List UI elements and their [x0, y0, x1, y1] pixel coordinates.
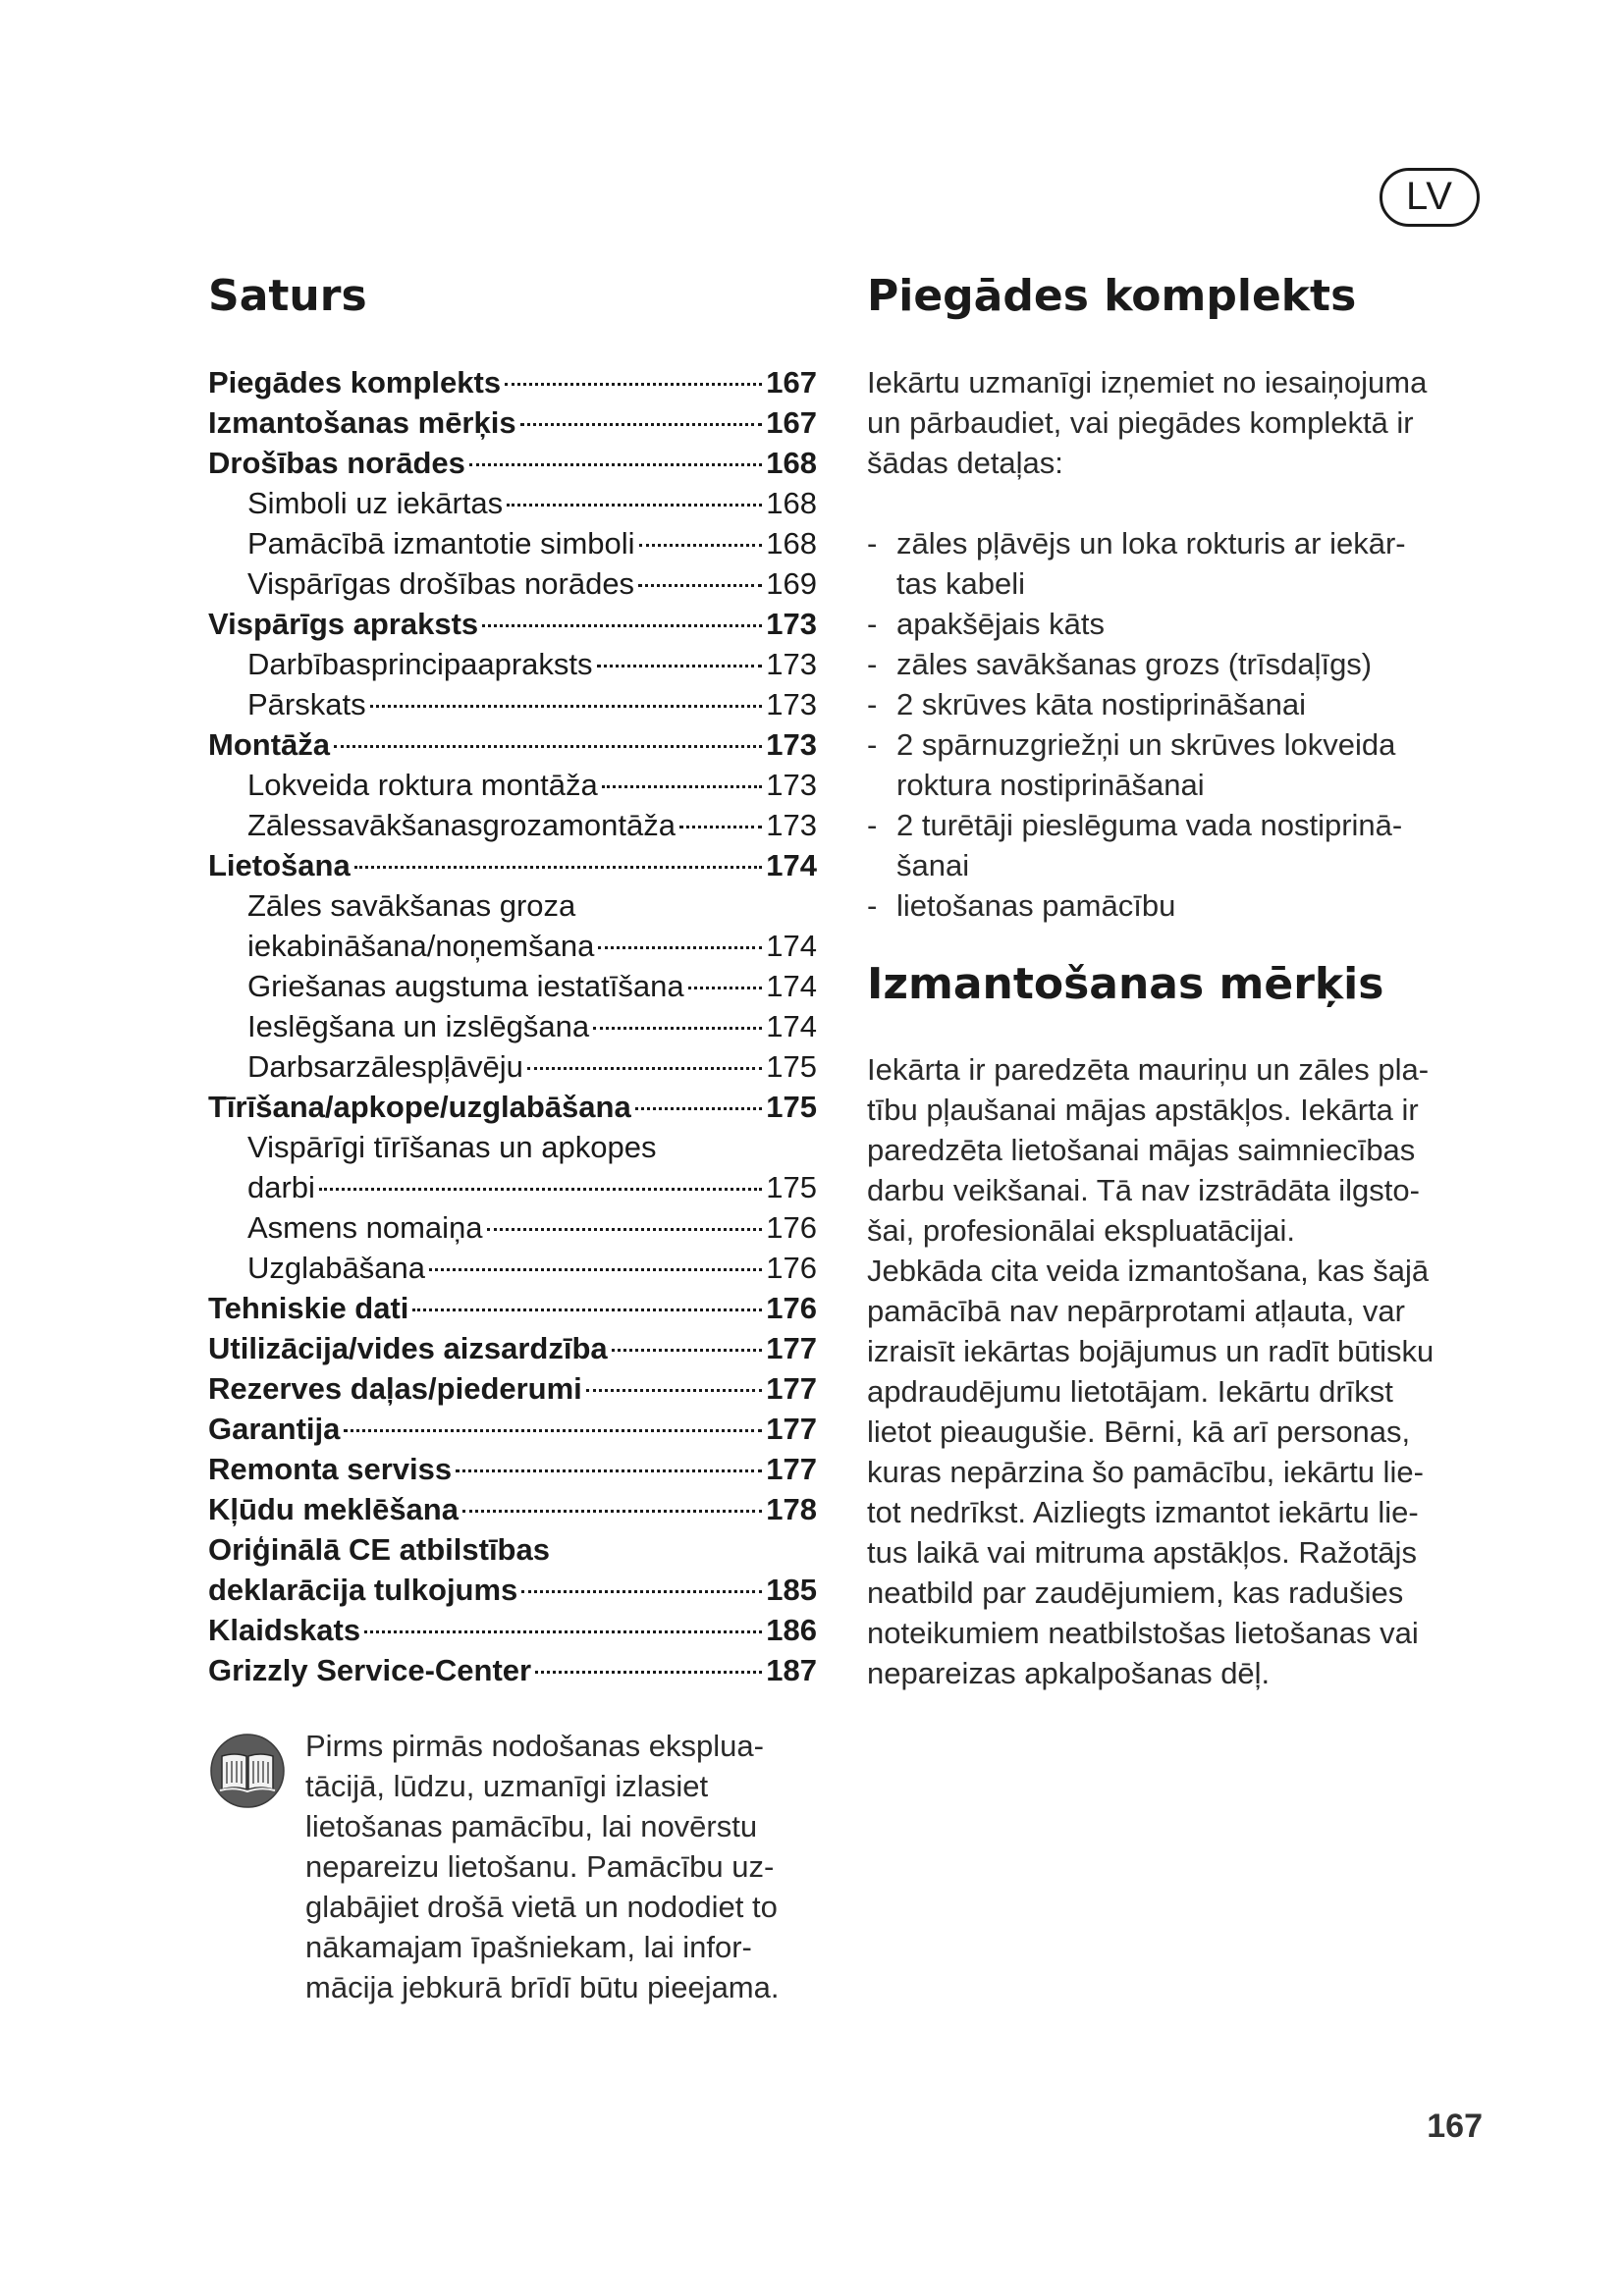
toc-entry-page: 186: [766, 1613, 817, 1647]
toc-entry-page: 175: [766, 1090, 817, 1124]
toc-entry-page: 177: [766, 1331, 817, 1365]
toc-leader-dots: [593, 1027, 762, 1030]
toc-leader-dots: [612, 1349, 763, 1352]
toc-entry-title: Grizzly Service-Center: [208, 1653, 532, 1687]
toc-leader-dots: [364, 1630, 762, 1633]
purpose-line: tību pļaušanai mājas apstākļos. Iekārta ir: [867, 1093, 1419, 1127]
list-dash: -: [867, 526, 878, 561]
toc-entry: [208, 1288, 817, 1328]
purpose-line: izraisīt iekārtas bojājumus un radīt būtisku: [867, 1334, 1435, 1368]
purpose-line: neatbild par zaudējumiem, kas radušies: [867, 1575, 1404, 1610]
supply-item-line: zāles savākšanas grozs (trīsdaļīgs): [896, 647, 1373, 681]
list-dash: -: [867, 727, 878, 762]
toc-leader-dots: [521, 1590, 762, 1593]
toc-leader-dots: [527, 1067, 762, 1070]
supply-item-line: 2 spārnuzgriežņi un skrūves lokveida: [896, 727, 1396, 762]
toc-leader-dots: [469, 463, 762, 466]
supply-item: [867, 604, 1486, 644]
toc-entry: [208, 604, 817, 644]
toc-leader-dots: [639, 544, 763, 547]
toc-leader-dots: [334, 745, 762, 748]
supply-item-line: roktura nostiprināšanai: [896, 768, 1205, 802]
purpose-line: šai, profesionālai ekspluatācijai.: [867, 1213, 1295, 1248]
toc-entry: [208, 1529, 817, 1570]
toc-entry-page: 168: [766, 446, 817, 480]
toc-entry-page: 174: [766, 969, 817, 1003]
toc-entry: [208, 362, 817, 402]
note-line: lietošanas pamācību, lai novērstu: [305, 1809, 758, 1843]
toc-entry-page: 167: [766, 365, 817, 400]
toc-entry: [208, 1650, 817, 1690]
toc-leader-dots: [412, 1308, 762, 1311]
toc-leader-dots: [635, 1107, 763, 1110]
toc-entry-title: Klaidskats: [208, 1613, 361, 1647]
toc-leader-dots: [370, 705, 763, 708]
toc-entry-page: 173: [766, 727, 817, 762]
toc-entry: [208, 966, 817, 1006]
toc-entry: [208, 1248, 817, 1288]
toc-entry-page: 174: [766, 1009, 817, 1043]
toc-entry: [208, 1006, 817, 1046]
toc-leader-dots: [520, 423, 763, 426]
list-dash: -: [867, 888, 878, 923]
toc-entry-page: 187: [766, 1653, 817, 1687]
supply-item-line: zāles pļāvējs un loka rokturis ar iekār-: [896, 526, 1406, 561]
purpose-line: lietot pieaugušie. Bērni, kā arī personas,: [867, 1415, 1411, 1449]
toc-entry-title: Uzglabāšana: [247, 1251, 425, 1285]
toc-entry-page: 167: [766, 405, 817, 440]
supply-item: [867, 885, 1486, 926]
toc-leader-dots: [586, 1389, 762, 1392]
toc-entry-page: 176: [766, 1251, 817, 1285]
toc-title: Saturs: [208, 271, 367, 321]
purpose-line: noteikumiem neatbilstošas lietošanas vai: [867, 1616, 1419, 1650]
toc-leader-dots: [638, 584, 762, 587]
toc-entry: [208, 523, 817, 563]
toc-entry-title: Lokveida roktura montāža: [247, 768, 598, 802]
toc-entry-title: Vispārīgas drošības norādes: [247, 566, 635, 601]
toc-entry: [208, 926, 817, 966]
table-of-contents: [208, 362, 817, 1690]
toc-entry: [208, 1409, 817, 1449]
purpose-line: nepareizas apkalpošanas dēļ.: [867, 1656, 1271, 1690]
toc-entry-title: Montāža: [208, 727, 330, 762]
purpose-line: apdraudējumu lietotājam. Iekārtu drīkst: [867, 1374, 1393, 1409]
toc-entry-page: 173: [766, 687, 817, 721]
toc-entry-page: 173: [766, 808, 817, 842]
toc-leader-dots: [535, 1671, 762, 1674]
page-number: 167: [1427, 2108, 1483, 2145]
toc-entry: [208, 563, 817, 604]
toc-entry: [208, 1127, 817, 1167]
toc-entry: [208, 1046, 817, 1087]
toc-entry-title: Rezerves daļas/piederumi: [208, 1371, 582, 1406]
toc-entry: [208, 1368, 817, 1409]
toc-entry-page: 168: [766, 526, 817, 561]
note-line: mācija jebkurā brīdī būtu pieejama.: [305, 1970, 780, 2004]
toc-entry-title: Pārskats: [247, 687, 366, 721]
purpose-text: [867, 1049, 1495, 1693]
toc-entry-page: 168: [766, 486, 817, 520]
toc-entry: [208, 1328, 817, 1368]
purpose-line: Iekārta ir paredzēta mauriņu un zāles pla-: [867, 1052, 1430, 1087]
toc-entry-title: Lietošana: [208, 848, 351, 882]
toc-entry-page: 177: [766, 1371, 817, 1406]
toc-entry: [208, 724, 817, 765]
supply-item-line: 2 turētāji pieslēguma vada nostiprinā-: [896, 808, 1403, 842]
note-line: glabājiet drošā vietā un nododiet to: [305, 1890, 778, 1924]
supply-item: [867, 644, 1486, 684]
toc-entry: [208, 684, 817, 724]
toc-leader-dots: [344, 1429, 762, 1432]
toc-entry: [208, 483, 817, 523]
toc-leader-dots: [507, 504, 762, 507]
toc-entry: [208, 845, 817, 885]
toc-entry-page: 177: [766, 1452, 817, 1486]
supply-list: [867, 523, 1486, 926]
toc-leader-dots: [319, 1188, 762, 1191]
toc-entry: [208, 1167, 817, 1207]
supply-intro-line: un pārbaudiet, vai piegādes komplektā ir: [867, 405, 1414, 440]
toc-entry-title: Darbsarzālespļāvēju: [247, 1049, 523, 1084]
toc-entry-title: Piegādes komplekts: [208, 365, 502, 400]
supply-intro-line: Iekārtu uzmanīgi izņemiet no iesaiņojuma: [867, 365, 1428, 400]
toc-entry-page: 176: [766, 1210, 817, 1245]
toc-entry-title: Vispārīgs apraksts: [208, 607, 479, 641]
toc-entry-page: 176: [766, 1291, 817, 1325]
toc-entry: [208, 1087, 817, 1127]
note-line: tācijā, lūdzu, uzmanīgi izlasiet: [305, 1769, 709, 1803]
note-line: Pirms pirmās nodošanas eksplua-: [305, 1729, 764, 1763]
language-badge: LV: [1380, 168, 1480, 227]
toc-entry-page: 178: [766, 1492, 817, 1526]
toc-entry: [208, 805, 817, 845]
toc-entry-title: Tehniskie dati: [208, 1291, 409, 1325]
toc-entry: [208, 1449, 817, 1489]
toc-leader-dots: [598, 946, 762, 949]
toc-entry-page: 175: [766, 1170, 817, 1204]
toc-leader-dots: [505, 383, 762, 386]
toc-entry: [208, 765, 817, 805]
toc-leader-dots: [354, 866, 763, 869]
toc-entry-title: Asmens nomaiņa: [247, 1210, 483, 1245]
purpose-title: Izmantošanas mērķis: [867, 959, 1384, 1009]
list-dash: -: [867, 647, 878, 681]
toc-entry-page: 174: [766, 848, 817, 882]
toc-entry-page: 185: [766, 1573, 817, 1607]
toc-entry-page: 173: [766, 768, 817, 802]
intro-note: [305, 1726, 836, 2007]
list-dash: -: [867, 687, 878, 721]
toc-entry-title: Kļūdu meklēšana: [208, 1492, 459, 1526]
supply-item-line: 2 skrūves kāta nostiprināšanai: [896, 687, 1307, 721]
toc-entry-page: 174: [766, 929, 817, 963]
supply-intro-line: šādas detaļas:: [867, 446, 1063, 480]
supply-item-line: tas kabeli: [896, 566, 1025, 601]
toc-entry-page: 175: [766, 1049, 817, 1084]
toc-entry-page: 173: [766, 607, 817, 641]
supply-title: Piegādes komplekts: [867, 271, 1357, 321]
toc-leader-dots: [688, 987, 763, 989]
list-dash: -: [867, 808, 878, 842]
supply-item: [867, 805, 1486, 885]
toc-entry-title: Zāles savākšanas groza: [247, 888, 576, 923]
supply-item: [867, 523, 1486, 604]
supply-item: [867, 684, 1486, 724]
toc-entry-title: Oriģinālā CE atbilstības: [208, 1532, 550, 1567]
toc-entry-title: Tīrīšana/apkope/uzglabāšana: [208, 1090, 631, 1124]
toc-entry-title: Darbībasprincipaapraksts: [247, 647, 593, 681]
toc-leader-dots: [597, 665, 763, 667]
purpose-line: kuras nepārzina šo pamācību, iekārtu lie-: [867, 1455, 1424, 1489]
purpose-line: pamācībā nav nepārprotami atļauta, var: [867, 1294, 1405, 1328]
toc-entry: [208, 644, 817, 684]
toc-entry-title: Remonta serviss: [208, 1452, 453, 1486]
toc-entry-page: 177: [766, 1412, 817, 1446]
purpose-line: tus laikā vai mitruma apstākļos. Ražotājs: [867, 1535, 1417, 1570]
toc-leader-dots: [679, 826, 762, 828]
toc-leader-dots: [602, 785, 763, 788]
toc-entry-page: 169: [766, 566, 817, 601]
supply-item-line: lietošanas pamācību: [896, 888, 1176, 923]
purpose-line: paredzēta lietošanai mājas saimniecības: [867, 1133, 1416, 1167]
toc-entry: [208, 1610, 817, 1650]
purpose-line: Jebkāda cita veida izmantošana, kas šajā: [867, 1254, 1430, 1288]
toc-entry-title: Vispārīgi tīrīšanas un apkopes: [247, 1130, 657, 1164]
note-line: nepareizu lietošanu. Pamācību uz-: [305, 1849, 775, 1884]
purpose-line: darbu veikšanai. Tā nav izstrādāta ilgsto-: [867, 1173, 1420, 1207]
toc-entry-title: Griešanas augstuma iestatīšana: [247, 969, 684, 1003]
toc-entry-title: Garantija: [208, 1412, 341, 1446]
toc-entry-title: Pamācībā izmantotie simboli: [247, 526, 635, 561]
toc-entry-title: Utilizācija/vides aizsardzība: [208, 1331, 608, 1365]
toc-entry-title: Drošības norādes: [208, 446, 465, 480]
toc-leader-dots: [487, 1228, 763, 1231]
toc-entry-title: Zālessavākšanasgrozamontāža: [247, 808, 676, 842]
toc-entry: [208, 885, 817, 926]
toc-entry: [208, 1489, 817, 1529]
toc-entry-title: darbi: [247, 1170, 315, 1204]
toc-entry: [208, 1570, 817, 1610]
list-dash: -: [867, 607, 878, 641]
toc-entry-title: deklarācija tulkojums: [208, 1573, 518, 1607]
toc-entry-title: Simboli uz iekārtas: [247, 486, 504, 520]
toc-entry: [208, 402, 817, 443]
toc-entry-page: 173: [766, 647, 817, 681]
toc-leader-dots: [482, 624, 762, 627]
supply-item-line: šanai: [896, 848, 970, 882]
toc-entry-title: iekabināšana/noņemšana: [247, 929, 595, 963]
toc-entry-title: Ieslēgšana un izslēgšana: [247, 1009, 590, 1043]
supply-item: [867, 724, 1486, 805]
book-icon: [210, 1734, 285, 1808]
purpose-line: tot nedrīkst. Aizliegts izmantot iekārtu lie-: [867, 1495, 1419, 1529]
supply-item-line: apakšējais kāts: [896, 607, 1105, 641]
toc-leader-dots: [462, 1510, 762, 1513]
toc-entry: [208, 1207, 817, 1248]
toc-leader-dots: [456, 1469, 762, 1472]
supply-intro: [867, 362, 1495, 483]
toc-entry: [208, 443, 817, 483]
note-line: nākamajam īpašniekam, lai infor-: [305, 1930, 752, 1964]
toc-leader-dots: [429, 1268, 762, 1271]
toc-entry-title: Izmantošanas mērķis: [208, 405, 516, 440]
